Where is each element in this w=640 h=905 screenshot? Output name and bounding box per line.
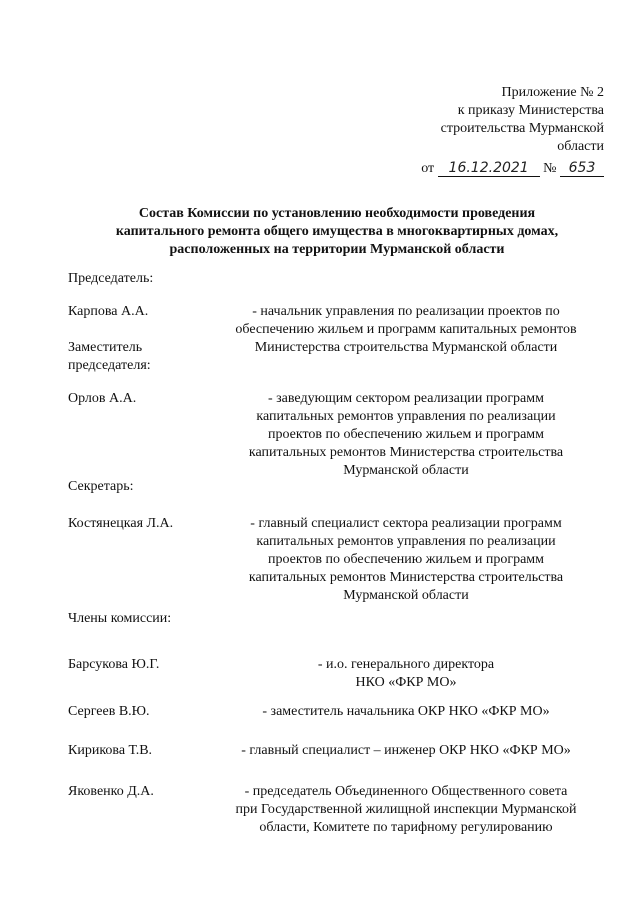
from-label: от [421,161,435,176]
title-line-3: расположенных на территории Мурманской области [169,242,505,257]
member-name: Костянецкая Л.А. [68,516,174,531]
member-name: Орлов А.А. [68,391,137,406]
role-label: Члены комиссии: [68,611,172,626]
number-label: № [543,161,557,176]
appendix-region: области [557,139,604,154]
member-description: - и.о. генерального директора НКО «ФКР МО» [317,657,495,690]
appendix-header [421,84,604,178]
member-name: Сергеев В.Ю. [68,704,150,719]
member-description: - начальник управления по реализации проектов по обеспечению жильем и программ капитальных ремонтов Министерства строительства Мурманской области [235,304,577,355]
member-name: Барсукова Ю.Г. [68,657,160,672]
role-label: Заместитель председателя: [68,340,151,373]
member-description: - главный специалист сектора реализации программ капитальных ремонтов управления по реализации проектов по обеспечению жильем и программ капитальных ремонтов Министерства строительства Мурманской области [248,516,564,603]
member-description: - главный специалист – инженер ОКР НКО «ФКР МО» [241,743,571,758]
member-description: - заместитель начальника ОКР НКО «ФКР МО» [262,704,550,719]
title-line-2: капитального ремонта общего имущества в многоквартирных домах, [115,224,559,239]
role-label: Председатель: [68,271,154,286]
appendix-order-ref: к приказу Министерства [457,103,604,118]
order-date-handwritten: 16.12.2021 [438,160,540,177]
order-date-line [421,160,604,178]
appendix-ministry: строительства Мурманской [440,121,604,136]
title-line-1: Состав Комиссии по установлению необходимости проведения [138,206,536,221]
member-description: - председатель Объединенного Общественного совета при Государственной жилищной инспекции Мурманской области, Комитете по тарифному регулированию [235,784,577,835]
member-name: Карпова А.А. [68,304,149,319]
appendix-number: Приложение № 2 [501,85,604,100]
member-name: Кирикова Т.В. [68,743,153,758]
member-description: - заведующим сектором реализации программ капитальных ремонтов управления по реализации проектов по обеспечению жильем и программ капитальных ремонтов Министерства строительства Мурманской области [248,391,564,478]
document-title [70,205,604,259]
member-name: Яковенко Д.А. [68,784,154,799]
order-number-handwritten: 653 [560,160,604,177]
role-label: Секретарь: [68,479,134,494]
